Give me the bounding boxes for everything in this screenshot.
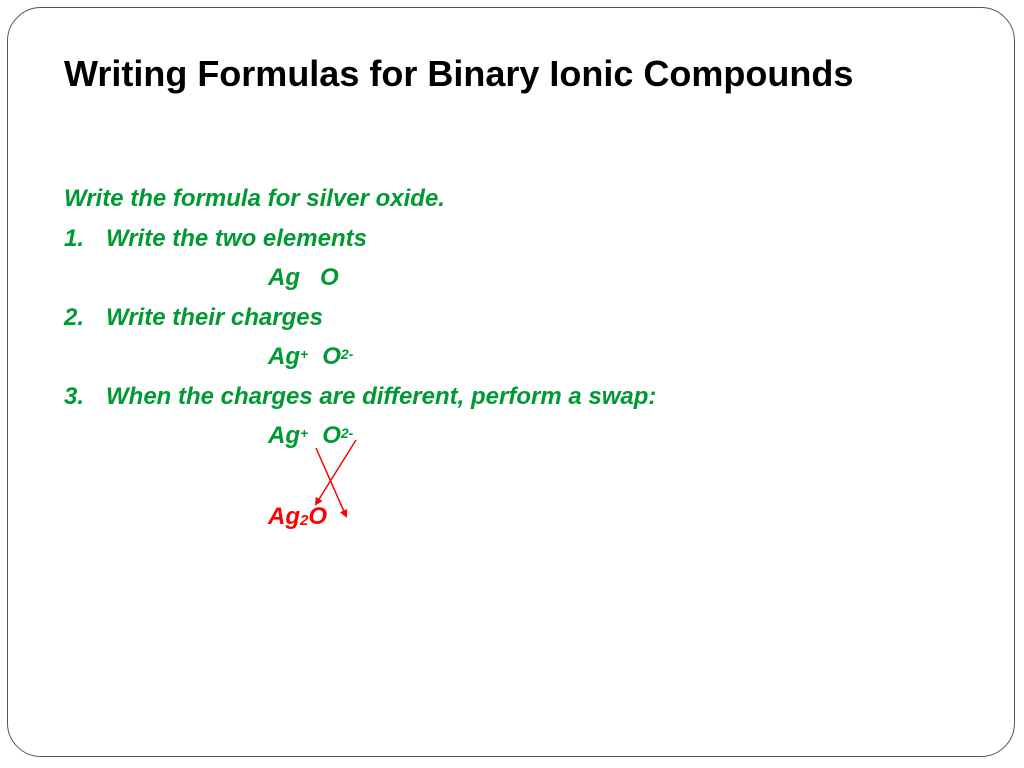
swap-o-symbol: O (322, 422, 341, 449)
swap-ag-symbol: Ag (268, 422, 300, 449)
swap-o-charge: 2- (340, 425, 354, 441)
step-2-number: 2. (64, 304, 85, 331)
charge-ag-symbol: Ag (268, 343, 300, 370)
swap-ag-charge: + (300, 425, 309, 441)
step-3-text: When the charges are different, perform a swap: (106, 383, 657, 410)
step-3 (64, 382, 656, 412)
elements-line (268, 263, 339, 293)
step-3-number: 3. (64, 383, 85, 410)
charge-o-symbol: O (322, 343, 341, 370)
result-formula (268, 502, 327, 532)
result-ag: Ag (268, 503, 300, 530)
result-o: O (308, 503, 328, 530)
charges-line (268, 342, 353, 372)
element-o: O (320, 264, 339, 291)
intro-text: Write the formula for silver oxide. (64, 185, 445, 212)
step-1-number: 1. (64, 225, 85, 252)
step-2-text: Write their charges (106, 304, 323, 331)
slide-title: Writing Formulas for Binary Ionic Compounds (64, 53, 854, 94)
step-1 (64, 224, 367, 254)
charge-o: 2- (340, 346, 354, 362)
step-2 (64, 303, 323, 333)
charge-ag: + (300, 346, 309, 362)
step-1-text: Write the two elements (106, 225, 367, 252)
result-subscript: 2 (300, 512, 309, 529)
element-ag: Ag (268, 264, 300, 291)
